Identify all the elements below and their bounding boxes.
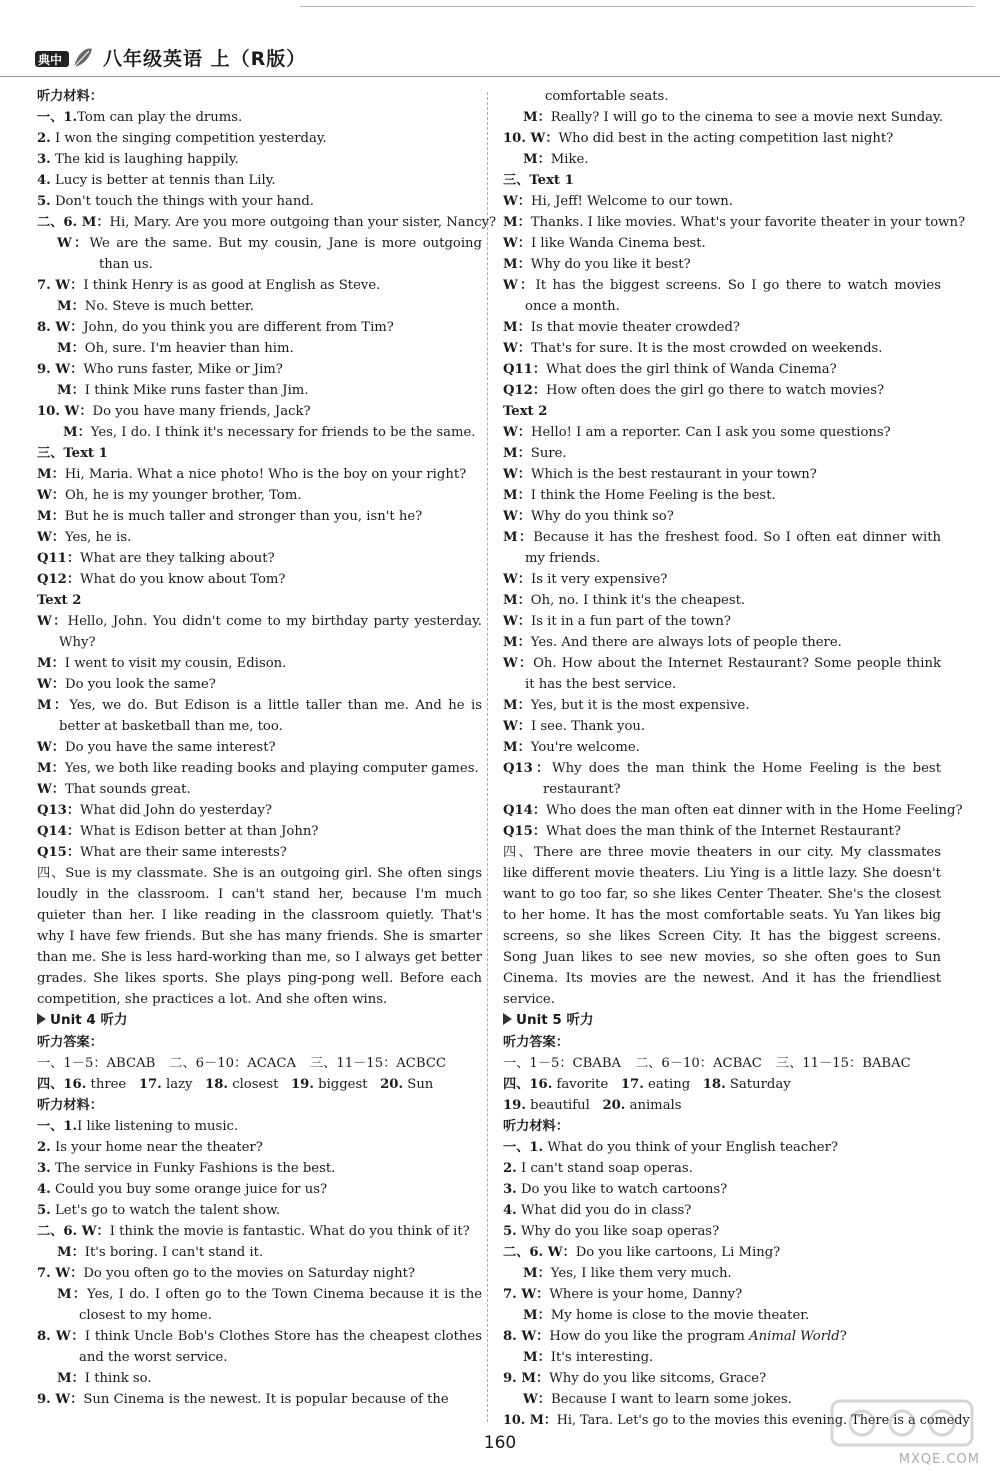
dialogue-line: W：Is it in a fun part of the town? — [503, 614, 731, 629]
dialogue-line: M：My home is close to the movie theater. — [523, 1308, 810, 1323]
question-line: Q14：Who does the man often eat dinner with in the Home Feeling? — [503, 803, 963, 818]
dialogue-line: 二、6. W：Do you like cartoons, Li Ming? — [503, 1245, 781, 1260]
dialogue-line: M：No. Steve is much better. — [57, 299, 254, 314]
dialogue-line: W：Oh. How about the Internet Restaurant? Some people think it has the best service. — [503, 656, 942, 692]
text-heading: 三、Text 1 — [503, 173, 574, 188]
sentence-item: 2. I can't stand soap operas. — [503, 1161, 693, 1176]
dialogue-line: M：I think so. — [57, 1371, 152, 1386]
question-line: Q14：What is Edison better at than John? — [37, 824, 319, 839]
dialogue-line: W：Why do you think so? — [503, 509, 674, 524]
dialogue-line: M：Yes. And there are always lots of people there. — [503, 635, 842, 650]
passage-paragraph: 四、There are three movie theaters in our city. My classmates like different movie theaters. Liu Ying is a little lazy. She doesn't want to go too far, so she likes Center Theater. She's the closest to her home. It has the most comfortable seats. Yu Yan likes big screens, so she likes Screen City. It has the biggest screens. Song Juan likes to see new movies, so she often goes to Sun Cinema. Its movies are the newest. And it has the friendliest service. — [503, 845, 941, 1007]
dialogue-line: W：Hello, John. You didn't come to my birthday party yesterday. Why? — [37, 614, 482, 650]
dialogue-line: M：But he is much taller and stronger than you, isn't he? — [37, 509, 423, 524]
sentence-item: 2. I won the singing competition yesterday. — [37, 131, 327, 146]
page-number: 160 — [483, 1433, 517, 1453]
dialogue-line: M：Yes, I do. I think it's necessary for friends to be the same. — [63, 425, 476, 440]
section-label: 听力材料： — [37, 1098, 103, 1113]
section-label: 听力答案： — [37, 1035, 103, 1050]
dialogue-line: 二、6. W：I think the movie is fantastic. What do you think of it? — [37, 1224, 470, 1239]
dialogue-line: M：Yes, I like them very much. — [523, 1266, 732, 1281]
unit-heading: Unit 4 听力 — [37, 1010, 482, 1032]
dialogue-line: W：Yes, he is. — [37, 530, 132, 545]
sentence-item: 5. Why do you like soap operas? — [503, 1224, 720, 1239]
page-header — [0, 0, 1000, 82]
dialogue-line: W：I see. Thank you. — [503, 719, 646, 734]
sentence-item: 3. Do you like to watch cartoons? — [503, 1182, 728, 1197]
question-line: Q15：What does the man think of the Internet Restaurant? — [503, 824, 901, 839]
question-line: Q11：What does the girl think of Wanda Cinema? — [503, 362, 837, 377]
dialogue-line: M：Mike. — [523, 152, 589, 167]
dialogue-line: W：Hi, Jeff! Welcome to our town. — [503, 194, 733, 209]
dialogue-line: M：Oh, sure. I'm heavier than him. — [57, 341, 294, 356]
dialogue-line: 9. W：Sun Cinema is the newest. It is popular because of the — [37, 1392, 449, 1407]
dialogue-line: W：Hello! I am a reporter. Can I ask you some questions? — [503, 425, 891, 440]
dialogue-line: M：Yes, we both like reading books and playing computer games. — [37, 761, 479, 776]
sentence-item: 一、1.I like listening to music. — [37, 1119, 239, 1134]
dialogue-line: M：You're welcome. — [503, 740, 640, 755]
question-line: Q11：What are they talking about? — [37, 551, 275, 566]
dialogue-line: M：I think Mike runs faster than Jim. — [57, 383, 309, 398]
sentence-item: 2. Is your home near the theater? — [37, 1140, 263, 1155]
dialogue-line: 7. W：Where is your home, Danny? — [503, 1287, 743, 1302]
dialogue-line: W：Is it very expensive? — [503, 572, 668, 587]
answer-row: 一、1－5：ABCAB 二、6－10：ACACA 三、11－15：ACBCC — [37, 1056, 447, 1071]
answer-row: 一、1－5：CBABA 二、6－10：ACBAC 三、11－15：BABAC — [503, 1056, 911, 1071]
dialogue-line: 7. W：Do you often go to the movies on Saturday night? — [37, 1266, 415, 1281]
sentence-item: 3. The kid is laughing happily. — [37, 152, 239, 167]
watermark-text: MXQE.COM — [898, 1452, 980, 1467]
svg-text:典中: 典中 — [38, 53, 63, 67]
question-line: Q15：What are their same interests? — [37, 845, 287, 860]
dialogue-line: M：Sure. — [503, 446, 567, 461]
sentence-item: 3. The service in Funky Fashions is the best. — [37, 1161, 336, 1176]
dialogue-line: W：It has the biggest screens. So I go there to watch movies once a month. — [503, 278, 942, 314]
dialogue-line: 8. W：I think Uncle Bob's Clothes Store has the cheapest clothes and the worst service. — [37, 1329, 482, 1365]
dialogue-line: W：Because I want to learn some jokes. — [523, 1392, 792, 1407]
dialogue-line: 7. W：I think Henry is as good at English as Steve. — [37, 278, 381, 293]
sentence-item: 4. What did you do in class? — [503, 1203, 692, 1218]
answer-row: 19. beautiful 20. animals — [503, 1098, 682, 1113]
triangle-bullet-icon — [37, 1013, 46, 1025]
text-heading: 三、Text 1 — [37, 446, 108, 461]
sentence-item: 一、1. What do you think of your English teacher? — [503, 1140, 838, 1155]
sentence-item: 5. Don't touch the things with your hand. — [37, 194, 314, 209]
sentence-item: 4. Lucy is better at tennis than Lily. — [37, 173, 276, 188]
dialogue-line: 9. M：Why do you like sitcoms, Grace? — [503, 1371, 767, 1386]
dialogue-line: W：I like Wanda Cinema best. — [503, 236, 706, 251]
dialogue-line: M：Oh, no. I think it's the cheapest. — [503, 593, 746, 608]
dialogue-line: M：Hi, Maria. What a nice photo! Who is the boy on your right? — [37, 467, 467, 482]
passage-paragraph: 四、Sue is my classmate. She is an outgoing girl. She often sings loudly in the classroom. I can't stand her, because I'm much quieter than her. I like reading in the classroom quietly. That's why I have few friends. But she has many friends. She is smarter than me. She is less hard-working than me, so I always get better grades. She likes sports. She plays ping-pong well. Before each competition, she practices a lot. And she often wins. — [37, 866, 482, 1007]
question-line: Q13：What did John do yesterday? — [37, 803, 272, 818]
dialogue-line: M：Yes, I do. I often go to the Town Cinema because it is the closest to my home. — [57, 1287, 482, 1323]
text-heading: Text 2 — [37, 593, 82, 608]
triangle-bullet-icon — [503, 1013, 512, 1025]
dialogue-line: W：Which is the best restaurant in your town? — [503, 467, 817, 482]
dialogue-line: W：We are the same. But my cousin, Jane is more outgoing than us. — [57, 236, 482, 272]
question-line: Q12：How often does the girl go there to watch movies? — [503, 383, 885, 398]
dialogue-line: 9. W：Who runs faster, Mike or Jim? — [37, 362, 283, 377]
sentence-item: 一、1.Tom can play the drums. — [37, 110, 243, 125]
column-divider — [487, 92, 488, 1422]
dialogue-continuation: comfortable seats. — [545, 89, 669, 104]
answer-row: 四、16. three 17. lazy 18. closest 19. biggest 20. Sun — [37, 1077, 434, 1092]
header-top-rule — [300, 6, 975, 7]
dialogue-line: W：That's for sure. It is the most crowded on weekends. — [503, 341, 883, 356]
question-line: Q13：Why does the man think the Home Feeling is the best restaurant? — [503, 761, 941, 797]
section-label: 听力答案： — [503, 1035, 569, 1050]
dialogue-line: M：Thanks. I like movies. What's your favorite theater in your town? — [503, 215, 966, 230]
dialogue-line: M：Because it has the freshest food. So I often eat dinner with my friends. — [503, 530, 941, 566]
question-line: Q12：What do you know about Tom? — [37, 572, 286, 587]
dialogue-line: W：Do you have the same interest? — [37, 740, 276, 755]
dialogue-line: M：It's interesting. — [523, 1350, 654, 1365]
book-logo-icon — [34, 45, 94, 71]
dialogue-line: 8. W：John, do you think you are different from Tim? — [37, 320, 394, 335]
answer-row: 四、16. favorite 17. eating 18. Saturday — [503, 1077, 791, 1092]
dialogue-line: M：I went to visit my cousin, Edison. — [37, 656, 287, 671]
dialogue-line: M：Is that movie theater crowded? — [503, 320, 740, 335]
dialogue-line: 8. W：How do you like the program Animal World? — [503, 1329, 847, 1344]
left-column — [37, 86, 497, 1410]
dialogue-line: 10. W：Do you have many friends, Jack? — [37, 404, 311, 419]
dialogue-line: M：Why do you like it best? — [503, 257, 691, 272]
dialogue-line: M：Really? I will go to the cinema to see a movie next Sunday. — [523, 110, 943, 125]
right-column — [503, 86, 970, 1431]
dialogue-line: W：Do you look the same? — [37, 677, 216, 692]
dialogue-line: W：Oh, he is my younger brother, Tom. — [37, 488, 302, 503]
text-heading: Text 2 — [503, 404, 548, 419]
unit-heading: Unit 5 听力 — [503, 1010, 941, 1032]
book-title: 八年级英语 上（R版） — [103, 48, 307, 70]
section-label: 听力材料： — [503, 1119, 569, 1134]
dialogue-line: 10. M：Hi, Tara. Let's go to the movies this evening. There is a comedy — [503, 1413, 970, 1428]
dialogue-line: 10. W：Who did best in the acting competition last night? — [503, 131, 894, 146]
dialogue-line: M：It's boring. I can't stand it. — [57, 1245, 264, 1260]
dialogue-line: M：Yes, but it is the most expensive. — [503, 698, 750, 713]
sentence-item: 5. Let's go to watch the talent show. — [37, 1203, 281, 1218]
dialogue-line: W：That sounds great. — [37, 782, 191, 797]
sentence-item: 4. Could you buy some orange juice for us? — [37, 1182, 328, 1197]
dialogue-line: M：I think the Home Feeling is the best. — [503, 488, 776, 503]
dialogue-line: M：Yes, we do. But Edison is a little taller than me. And he is better at basketball than me, too. — [37, 698, 482, 734]
section-label: 听力材料： — [37, 89, 103, 104]
header-rule — [0, 76, 1000, 77]
dialogue-line: 二、6. M：Hi, Mary. Are you more outgoing than your sister, Nancy? — [37, 215, 497, 230]
